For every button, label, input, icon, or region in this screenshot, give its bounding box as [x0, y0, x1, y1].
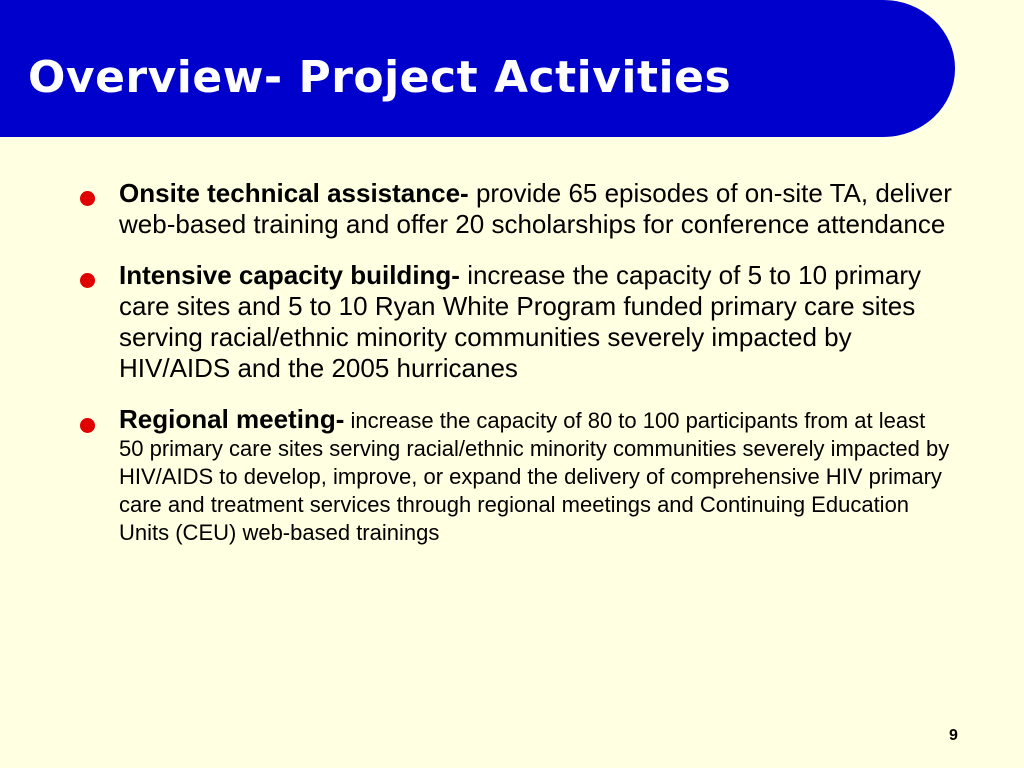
bullet-icon	[80, 273, 95, 288]
bullet-description: increase the capacity of 5 to 10 primary care sites and 5 to 10 Ryan White Program funded primary care sites serving racial/ethnic minority communities severely impacted by HIV/AIDS and the 2005 hurricanes	[119, 260, 921, 383]
bullet-description: provide 65 episodes of on-site TA, deliver web-based training and offer 20 scholarships for conference attendance	[119, 178, 952, 239]
bullet-text	[119, 260, 955, 384]
slide-title: Overview- Project Activities	[28, 52, 732, 103]
bullet-text	[119, 406, 955, 546]
bullet-heading: Intensive capacity building-	[119, 260, 460, 290]
page-number: 9	[949, 727, 958, 744]
bullet-item-intensive-capacity-building	[80, 260, 955, 384]
bullet-icon	[80, 191, 95, 206]
bullet-list	[80, 178, 955, 546]
bullet-heading: Regional meeting-	[119, 404, 345, 434]
bullet-icon	[80, 418, 95, 433]
bullet-item-regional-meeting	[80, 406, 955, 546]
bullet-text	[119, 178, 955, 240]
bullet-description: increase the capacity of 80 to 100 participants from at least 50 primary care sites serving racial/ethnic minority communities severely impacted by HIV/AIDS to develop, improve, or expand the delivery of comprehensive HIV primary care and treatment services through regional meetings and Continuing Education Units (CEU) web-based trainings	[119, 408, 950, 545]
bullet-heading: Onsite technical assistance-	[119, 178, 469, 208]
bullet-item-onsite-technical-assistance	[80, 178, 955, 240]
